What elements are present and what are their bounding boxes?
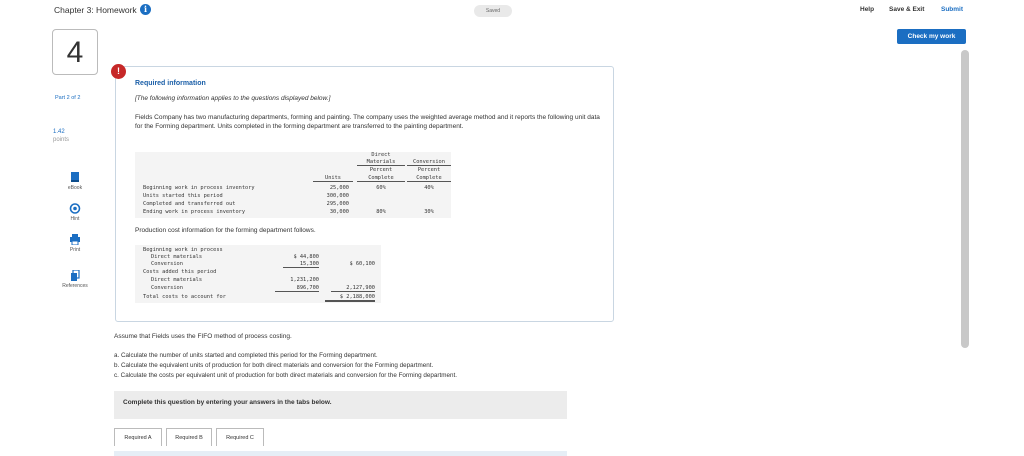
header-dm-line1: Direct — [371, 152, 391, 158]
added-total: 2,127,900 — [331, 285, 375, 292]
conv2-value: 896,700 — [275, 285, 319, 292]
row-units: 30,000 — [329, 209, 349, 215]
costs-added-label: Costs added this period — [143, 269, 217, 275]
references-icon — [69, 270, 81, 281]
beg-wip-label: Beginning work in process — [143, 247, 223, 253]
row-conv: 30% — [424, 209, 434, 215]
print-icon — [69, 234, 81, 245]
print-tool[interactable] — [57, 234, 93, 253]
tab-required-c[interactable]: Required C — [216, 428, 264, 446]
save-exit-link[interactable]: Save & Exit — [889, 6, 925, 13]
row-units: 295,000 — [326, 201, 349, 207]
points-display — [53, 128, 69, 144]
task-c: c. Calculate the costs per equivalent unit of production for both direct materials and conversion for the Forming department. — [114, 372, 458, 379]
row-label: Units started this period — [143, 193, 223, 199]
problem-intro: Fields Company has two manufacturing departments, forming and painting. The company uses the weighted average method and it reports the following unit data for the Forming department. Units completed in the forming department are transferred to the painting department. — [135, 114, 600, 130]
header-dm-line4: Complete — [357, 175, 405, 182]
points-label: points — [53, 137, 70, 143]
question-number: 4 — [52, 29, 98, 75]
book-icon — [69, 172, 81, 183]
header-dm-line3: Percent — [369, 167, 393, 173]
tab-content-strip — [114, 451, 567, 456]
references-label: References — [62, 283, 88, 289]
tab-required-a[interactable]: Required A — [114, 428, 162, 446]
unit-data-table — [135, 152, 451, 218]
ebook-label: eBook — [67, 185, 83, 191]
task-b: b. Calculate the equivalent units of production for both direct materials and conversion for the Forming department. — [114, 362, 434, 369]
total-label: Total costs to account for — [143, 294, 226, 300]
total-value: $ 2,188,000 — [325, 294, 375, 302]
check-my-work-button[interactable]: Check my work — [897, 29, 966, 44]
conv2-label: Conversion — [151, 285, 183, 291]
references-tool[interactable] — [57, 270, 93, 289]
beg-total: $ 60,100 — [349, 261, 375, 267]
header-dm-line2: Materials — [357, 159, 405, 166]
production-cost-text: Production cost information for the forming department follows. — [135, 227, 316, 234]
vertical-scrollbar[interactable] — [961, 50, 969, 348]
ebook-tool[interactable] — [57, 172, 93, 191]
points-value: 1.42 — [53, 129, 65, 135]
part-label: Part 2 of 2 — [55, 95, 81, 101]
row-dm: 60% — [376, 185, 386, 191]
hint-label: Hint — [70, 216, 80, 222]
header-conv-line1: Conversion — [407, 159, 451, 166]
top-bar — [0, 0, 1024, 22]
task-a: a. Calculate the number of units started and completed this period for the Forming department. — [114, 352, 378, 359]
cost-table — [135, 245, 381, 303]
tab-required-b[interactable]: Required B — [166, 428, 212, 446]
complete-instruction-text: Complete this question by entering your answers in the tabs below. — [123, 399, 332, 406]
conv-value: 15,300 — [283, 261, 319, 268]
chapter-title: Chapter 3: Homework — [54, 5, 137, 15]
row-dm: 80% — [376, 209, 386, 215]
alert-icon: ! — [111, 64, 126, 79]
dm-label: Direct materials — [151, 254, 203, 260]
help-link[interactable]: Help — [860, 6, 875, 13]
row-label: Beginning work in process inventory — [143, 185, 255, 191]
saved-status: Saved — [474, 5, 512, 17]
row-label: Completed and transferred out — [143, 201, 236, 207]
assumption-text: Assume that Fields uses the FIFO method of process costing. — [114, 333, 292, 340]
hint-icon — [69, 203, 81, 214]
dm-value: $ 44,800 — [293, 254, 319, 260]
row-label: Ending work in process inventory — [143, 209, 246, 215]
conv-label: Conversion — [151, 261, 183, 267]
required-info-note: [The following information applies to the questions displayed below.] — [135, 95, 331, 102]
header-conv-line3: Complete — [407, 175, 451, 182]
header-conv-line2: Percent — [417, 167, 441, 173]
required-info-heading: Required information — [135, 80, 206, 87]
row-conv: 40% — [424, 185, 434, 191]
row-units: 25,000 — [329, 185, 349, 191]
hint-tool[interactable] — [57, 203, 93, 222]
print-label: Print — [69, 247, 81, 253]
header-units: Units — [313, 175, 353, 182]
dm2-value: 1,231,200 — [290, 277, 319, 283]
row-units: 300,000 — [326, 193, 349, 199]
dm2-label: Direct materials — [151, 277, 203, 283]
info-icon[interactable]: i — [140, 4, 151, 15]
submit-link[interactable]: Submit — [941, 6, 964, 13]
